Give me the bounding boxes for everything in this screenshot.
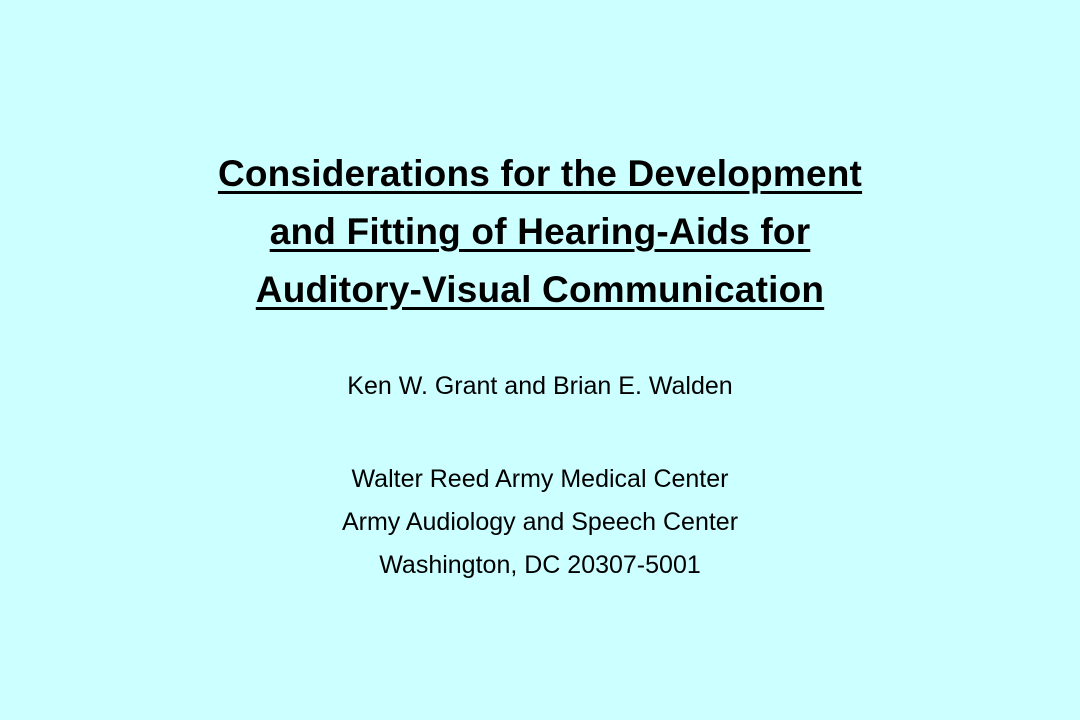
authors: Ken W. Grant and Brian E. Walden	[347, 372, 733, 400]
affiliation-line-2: Army Audiology and Speech Center	[341, 508, 739, 536]
title-line-2: and Fitting of Hearing-Aids for	[269, 211, 811, 252]
affiliation-line-3: Washington, DC 20307-5001	[379, 551, 701, 579]
affiliation	[0, 458, 1080, 587]
slide-title	[0, 145, 1080, 319]
affiliation-line-1: Walter Reed Army Medical Center	[351, 465, 729, 493]
title-line-1: Considerations for the Development	[217, 153, 863, 194]
title-line-3: Auditory-Visual Communication	[255, 269, 825, 310]
